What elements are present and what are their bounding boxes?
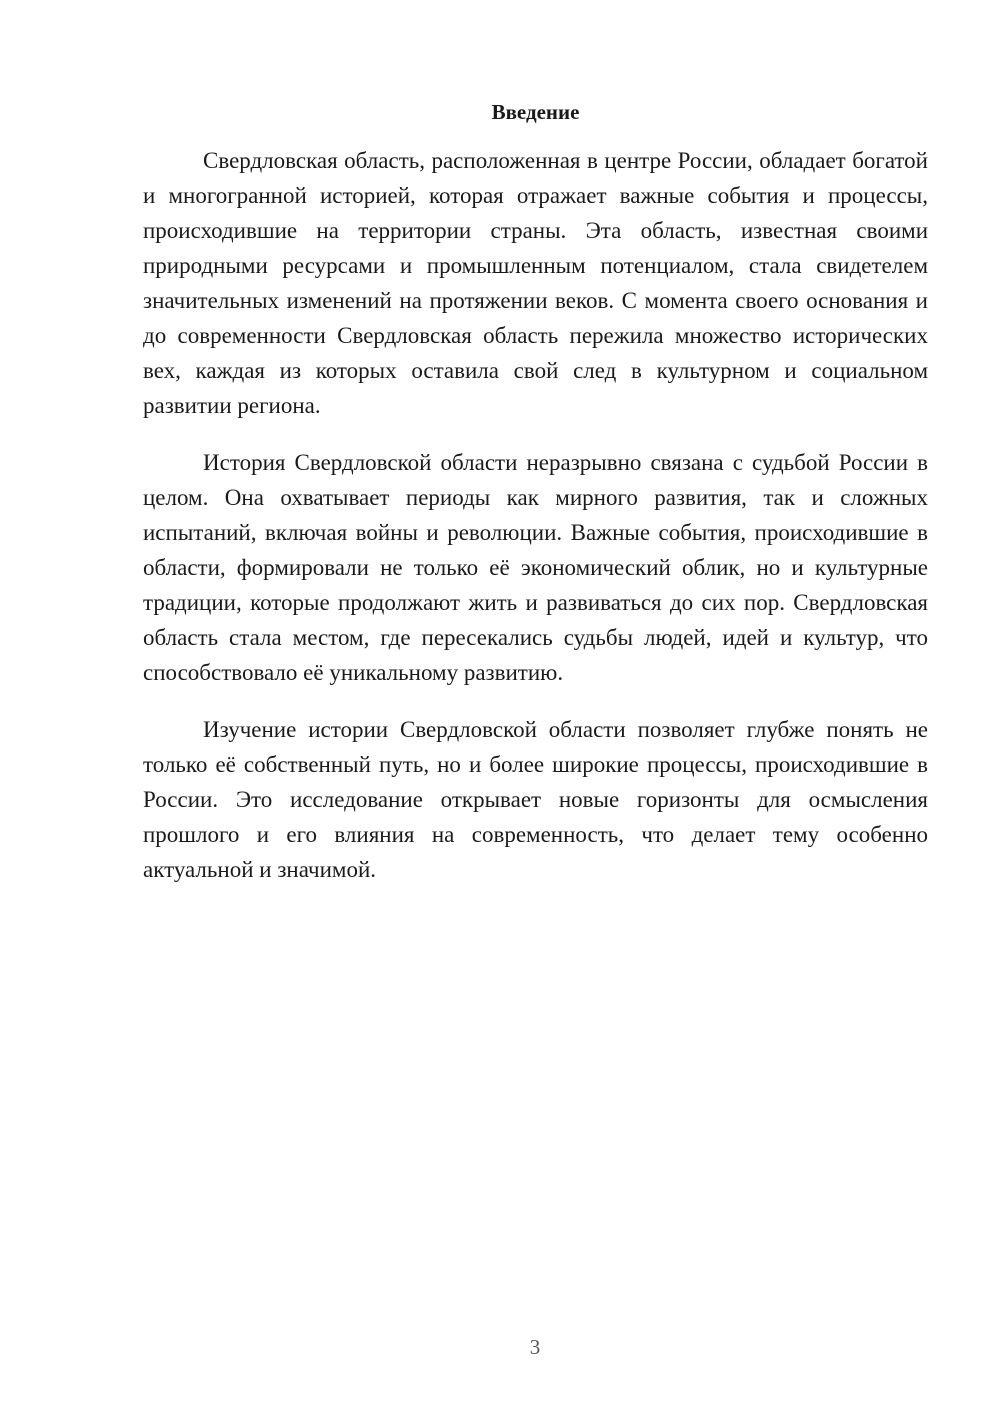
section-title: Введение xyxy=(491,100,580,124)
paragraph-2: История Свердловской области неразрывно связана с судьбой России в целом. Она охватывает периоды как мирного развития, так и сложных испытаний, включая войны и революции. Важные события, происходившие в области, формировали не только её экономический облик, но и культурные традиции, которые продолжают жить и развиваться до сих пор. Свердловская область стала местом, где пересекались судьбы людей, идей и культур, что способствовало её уникальному развитию. xyxy=(143,450,928,685)
paragraph-3: Изучение истории Свердловской области позволяет глубже понять не только её собственный путь, но и более широкие процессы, происходившие в России. Это исследование открывает новые горизонты для осмысления прошлого и его влияния на современность, что делает тему особенно актуальной и значимой. xyxy=(143,717,928,882)
page-number: 3 xyxy=(529,1335,541,1359)
body-text xyxy=(143,143,928,887)
paragraph-1: Свердловская область, расположенная в центре России, обладает богатой и многогранной историей, которая отражает важные события и процессы, происходившие на территории страны. Эта область, известная своими природными ресурсами и промышленным потенциалом, стала свидетелем значительных изменений на протяжении веков. С момента своего основания и до современности Свердловская область пережила множество исторических вех, каждая из которых оставила свой след в культурном и социальном развитии региона. xyxy=(143,148,928,418)
